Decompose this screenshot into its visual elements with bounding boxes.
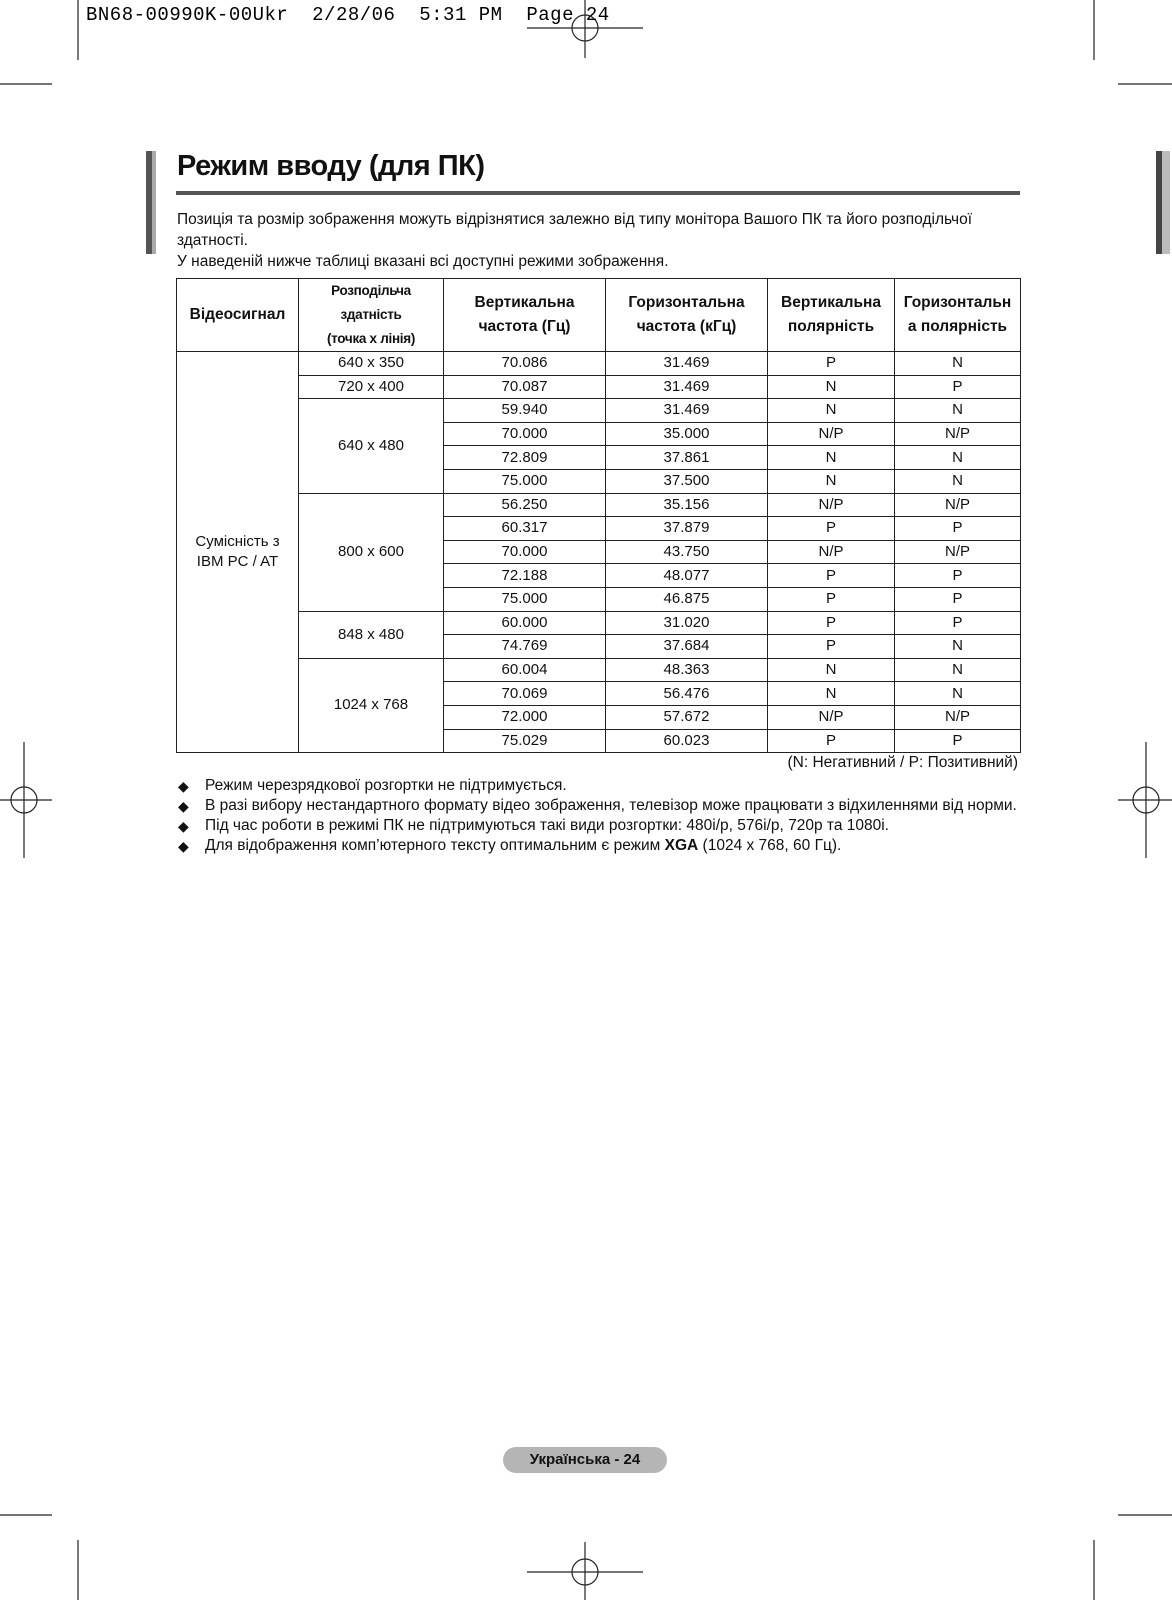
header-label: Вертикальна (781, 294, 881, 311)
horizontal-frequency-cell: 48.077 (606, 564, 768, 588)
horizontal-polarity-cell: N/P (895, 422, 1021, 446)
print-header: BN68-00990K-00Ukr 2/28/06 5:31 PM Page 24 (86, 4, 610, 26)
vertical-polarity-cell: N (768, 446, 895, 470)
vertical-polarity-cell: N (768, 658, 895, 682)
header-horizontal-polarity (895, 279, 1021, 352)
vertical-polarity-cell: P (768, 587, 895, 611)
table-row (177, 375, 1021, 399)
horizontal-polarity-cell: N (895, 399, 1021, 423)
diamond-bullet-icon: ◆ (178, 838, 189, 854)
note-text: В разі вибору нестандартного формату відео зображення, телевізор може працювати з відхиленнями від норми. (205, 797, 1017, 814)
header-label: а полярність (907, 318, 1008, 335)
horizontal-frequency-cell: 37.684 (606, 635, 768, 659)
resolution-cell: 1024 x 768 (299, 658, 444, 752)
horizontal-frequency-cell: 31.469 (606, 375, 768, 399)
horizontal-frequency-cell: 43.750 (606, 540, 768, 564)
header-video-signal: Відеосигнал (177, 279, 299, 352)
table-row (177, 658, 1021, 682)
diamond-bullet-icon: ◆ (178, 798, 189, 814)
vertical-polarity-cell: N (768, 682, 895, 706)
horizontal-polarity-cell: N/P (895, 540, 1021, 564)
horizontal-polarity-cell: N (895, 352, 1021, 376)
vertical-frequency-cell: 72.188 (444, 564, 606, 588)
intro-text (177, 209, 1027, 272)
header-label: частота (Гц) (478, 318, 571, 335)
vertical-polarity-cell: N (768, 469, 895, 493)
table-header-row (177, 279, 1021, 352)
header-label: Горизонтальн (903, 294, 1012, 311)
table-body (177, 352, 1021, 753)
horizontal-polarity-cell: N (895, 446, 1021, 470)
title-divider (176, 191, 1020, 195)
vertical-polarity-cell: P (768, 729, 895, 753)
vertical-frequency-cell: 60.317 (444, 517, 606, 541)
vertical-frequency-cell: 70.000 (444, 422, 606, 446)
note-emphasis: XGA (664, 837, 699, 854)
horizontal-frequency-cell: 31.469 (606, 399, 768, 423)
table-row (177, 352, 1021, 376)
horizontal-polarity-cell: N (895, 682, 1021, 706)
vertical-frequency-cell: 72.000 (444, 705, 606, 729)
registration-mark-bottom (527, 1542, 643, 1600)
registration-mark-right (1118, 742, 1172, 858)
header-horizontal-frequency (606, 279, 768, 352)
horizontal-frequency-cell: 60.023 (606, 729, 768, 753)
table-row (177, 611, 1021, 635)
note-text: Для відображення комп’ютерного тексту оптимальним є режим (205, 837, 665, 854)
note-text: Під час роботи в режимі ПК не підтримуються такі види розгортки: 480i/p, 576i/p, 720p та 1080i. (205, 817, 889, 834)
header-vertical-polarity (768, 279, 895, 352)
horizontal-frequency-cell: 35.000 (606, 422, 768, 446)
horizontal-frequency-cell: 37.861 (606, 446, 768, 470)
vertical-polarity-cell: N/P (768, 540, 895, 564)
resolution-cell: 640 x 480 (299, 399, 444, 493)
page-title: Режим вводу (для ПК) (177, 150, 485, 182)
vertical-polarity-cell: N/P (768, 422, 895, 446)
horizontal-polarity-cell: P (895, 587, 1021, 611)
note-item (176, 776, 1026, 796)
horizontal-frequency-cell: 37.879 (606, 517, 768, 541)
vertical-polarity-cell: N (768, 399, 895, 423)
vertical-frequency-cell: 75.000 (444, 469, 606, 493)
table-row (177, 493, 1021, 517)
diamond-bullet-icon: ◆ (178, 818, 189, 834)
vertical-polarity-cell: P (768, 517, 895, 541)
signal-label: IBM PC / AT (196, 553, 279, 571)
vertical-frequency-cell: 59.940 (444, 399, 606, 423)
diamond-bullet-icon: ◆ (178, 778, 189, 794)
signal-cell (177, 352, 299, 753)
header-resolution (299, 279, 444, 352)
signal-label: Сумісність з (195, 533, 280, 551)
horizontal-polarity-cell: P (895, 611, 1021, 635)
horizontal-polarity-cell: N (895, 635, 1021, 659)
horizontal-frequency-cell: 37.500 (606, 469, 768, 493)
horizontal-frequency-cell: 46.875 (606, 587, 768, 611)
resolution-cell: 640 x 350 (299, 352, 444, 376)
vertical-frequency-cell: 70.087 (444, 375, 606, 399)
vertical-polarity-cell: N/P (768, 493, 895, 517)
intro-paragraph: У наведеній нижче таблиці вказані всі доступні режими зображення. (177, 253, 669, 270)
note-item (176, 796, 1026, 816)
horizontal-polarity-cell: P (895, 517, 1021, 541)
horizontal-frequency-cell: 57.672 (606, 705, 768, 729)
horizontal-frequency-cell: 56.476 (606, 682, 768, 706)
horizontal-polarity-cell: N/P (895, 493, 1021, 517)
display-modes-table (176, 278, 1021, 753)
horizontal-polarity-cell: P (895, 729, 1021, 753)
intro-paragraph: Позиція та розмір зображення можуть відрізнятися залежно від типу монітора Вашого ПК та його розподільчої здатності. (177, 211, 973, 249)
edge-tab-marker (1156, 151, 1170, 254)
vertical-frequency-cell: 72.809 (444, 446, 606, 470)
table-row (177, 399, 1021, 423)
header-label: Вертикальна (474, 294, 575, 311)
vertical-frequency-cell: 60.004 (444, 658, 606, 682)
vertical-frequency-cell: 70.086 (444, 352, 606, 376)
horizontal-polarity-cell: N (895, 658, 1021, 682)
resolution-cell: 720 x 400 (299, 375, 444, 399)
registration-mark-left (0, 742, 52, 858)
vertical-frequency-cell: 70.069 (444, 682, 606, 706)
note-text: (1024 x 768, 60 Гц). (698, 837, 842, 854)
horizontal-polarity-cell: P (895, 564, 1021, 588)
vertical-polarity-cell: P (768, 611, 895, 635)
vertical-frequency-cell: 75.000 (444, 587, 606, 611)
vertical-frequency-cell: 75.029 (444, 729, 606, 753)
horizontal-frequency-cell: 48.363 (606, 658, 768, 682)
resolution-cell: 800 x 600 (299, 493, 444, 611)
notes-list (176, 776, 1026, 856)
vertical-frequency-cell: 74.769 (444, 635, 606, 659)
horizontal-frequency-cell: 31.469 (606, 352, 768, 376)
horizontal-frequency-cell: 35.156 (606, 493, 768, 517)
header-label: (точка x лінія) (326, 331, 416, 346)
header-label: Горизонтальна (628, 294, 745, 311)
horizontal-polarity-cell: N/P (895, 705, 1021, 729)
header-label: Розподільча здатність (331, 283, 411, 322)
header-vertical-frequency (444, 279, 606, 352)
horizontal-polarity-cell: P (895, 375, 1021, 399)
page-footer-badge: Українська - 24 (503, 1447, 667, 1473)
vertical-polarity-cell: P (768, 635, 895, 659)
note-text: Режим черезрядкової розгортки не підтримується. (205, 777, 567, 794)
vertical-polarity-cell: N/P (768, 705, 895, 729)
note-item (176, 836, 1026, 856)
polarity-legend: (N: Негативний / P: Позитивний) (787, 754, 1018, 771)
vertical-polarity-cell: P (768, 564, 895, 588)
title-accent-bar (146, 151, 156, 254)
horizontal-polarity-cell: N (895, 469, 1021, 493)
vertical-frequency-cell: 70.000 (444, 540, 606, 564)
note-item (176, 816, 1026, 836)
vertical-polarity-cell: P (768, 352, 895, 376)
vertical-frequency-cell: 56.250 (444, 493, 606, 517)
resolution-cell: 848 x 480 (299, 611, 444, 658)
horizontal-frequency-cell: 31.020 (606, 611, 768, 635)
registration-mark-top (527, 0, 643, 58)
header-label: полярність (787, 318, 875, 335)
vertical-polarity-cell: N (768, 375, 895, 399)
header-label: частота (кГц) (636, 318, 737, 335)
vertical-frequency-cell: 60.000 (444, 611, 606, 635)
